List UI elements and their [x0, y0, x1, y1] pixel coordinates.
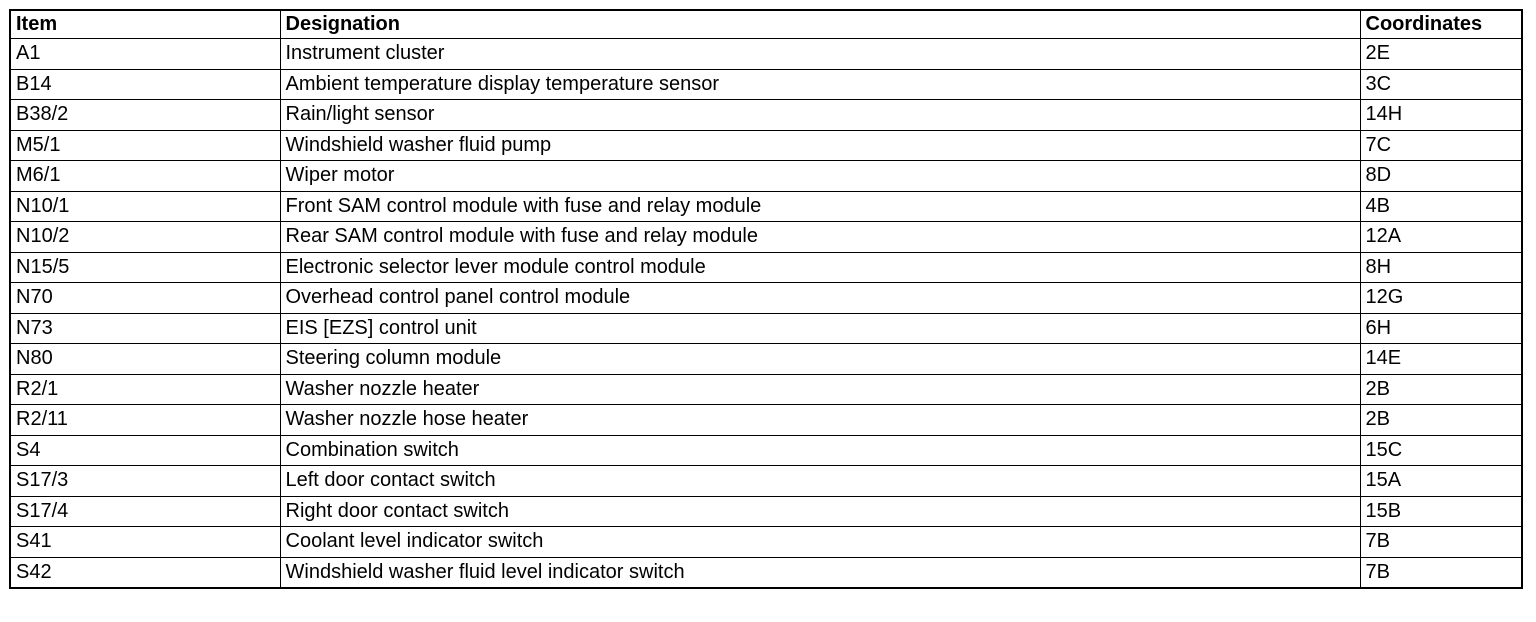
table-row [10, 527, 1522, 558]
cell-designation: Coolant level indicator switch [280, 527, 1360, 558]
cell-coordinates: 2E [1360, 39, 1522, 70]
cell-coordinates: 12A [1360, 222, 1522, 253]
table-row [10, 39, 1522, 70]
cell-item: S17/4 [10, 496, 280, 527]
table-row [10, 557, 1522, 588]
cell-designation: Windshield washer fluid level indicator switch [280, 557, 1360, 588]
cell-item: B14 [10, 69, 280, 100]
cell-designation: Windshield washer fluid pump [280, 130, 1360, 161]
cell-designation: Rain/light sensor [280, 100, 1360, 131]
cell-coordinates: 15A [1360, 466, 1522, 497]
table-row [10, 344, 1522, 375]
cell-item: N73 [10, 313, 280, 344]
cell-coordinates: 4B [1360, 191, 1522, 222]
cell-coordinates: 3C [1360, 69, 1522, 100]
cell-designation: Ambient temperature display temperature sensor [280, 69, 1360, 100]
cell-coordinates: 2B [1360, 405, 1522, 436]
table-row [10, 222, 1522, 253]
cell-item: N15/5 [10, 252, 280, 283]
cell-item: M5/1 [10, 130, 280, 161]
cell-coordinates: 12G [1360, 283, 1522, 314]
cell-coordinates: 8H [1360, 252, 1522, 283]
cell-designation: Washer nozzle heater [280, 374, 1360, 405]
cell-coordinates: 14E [1360, 344, 1522, 375]
cell-designation: Front SAM control module with fuse and relay module [280, 191, 1360, 222]
header-row [10, 10, 1522, 39]
table-row [10, 100, 1522, 131]
cell-designation: Overhead control panel control module [280, 283, 1360, 314]
cell-item: R2/11 [10, 405, 280, 436]
table-row [10, 405, 1522, 436]
column-header-coordinates: Coordinates [1360, 10, 1522, 39]
cell-item: N80 [10, 344, 280, 375]
cell-item: S4 [10, 435, 280, 466]
cell-coordinates: 14H [1360, 100, 1522, 131]
cell-coordinates: 7B [1360, 527, 1522, 558]
cell-item: S17/3 [10, 466, 280, 497]
cell-item: S41 [10, 527, 280, 558]
table-row [10, 130, 1522, 161]
cell-coordinates: 7B [1360, 557, 1522, 588]
cell-item: M6/1 [10, 161, 280, 192]
cell-item: N10/2 [10, 222, 280, 253]
cell-item: B38/2 [10, 100, 280, 131]
component-legend-table [9, 9, 1523, 589]
cell-designation: Electronic selector lever module control module [280, 252, 1360, 283]
table-row [10, 161, 1522, 192]
cell-designation: Washer nozzle hose heater [280, 405, 1360, 436]
cell-coordinates: 15B [1360, 496, 1522, 527]
cell-coordinates: 7C [1360, 130, 1522, 161]
table-row [10, 313, 1522, 344]
cell-item: S42 [10, 557, 280, 588]
table-row [10, 435, 1522, 466]
cell-designation: Combination switch [280, 435, 1360, 466]
cell-designation: Right door contact switch [280, 496, 1360, 527]
cell-item: R2/1 [10, 374, 280, 405]
column-header-designation: Designation [280, 10, 1360, 39]
table-row [10, 466, 1522, 497]
table-row [10, 374, 1522, 405]
cell-coordinates: 8D [1360, 161, 1522, 192]
table-row [10, 496, 1522, 527]
cell-coordinates: 2B [1360, 374, 1522, 405]
cell-designation: Wiper motor [280, 161, 1360, 192]
cell-designation: Steering column module [280, 344, 1360, 375]
cell-designation: EIS [EZS] control unit [280, 313, 1360, 344]
table-row [10, 191, 1522, 222]
table-row [10, 283, 1522, 314]
column-header-item: Item [10, 10, 280, 39]
cell-coordinates: 6H [1360, 313, 1522, 344]
cell-designation: Instrument cluster [280, 39, 1360, 70]
table-row [10, 252, 1522, 283]
cell-coordinates: 15C [1360, 435, 1522, 466]
cell-item: N10/1 [10, 191, 280, 222]
cell-item: A1 [10, 39, 280, 70]
cell-item: N70 [10, 283, 280, 314]
cell-designation: Rear SAM control module with fuse and relay module [280, 222, 1360, 253]
table-row [10, 69, 1522, 100]
cell-designation: Left door contact switch [280, 466, 1360, 497]
